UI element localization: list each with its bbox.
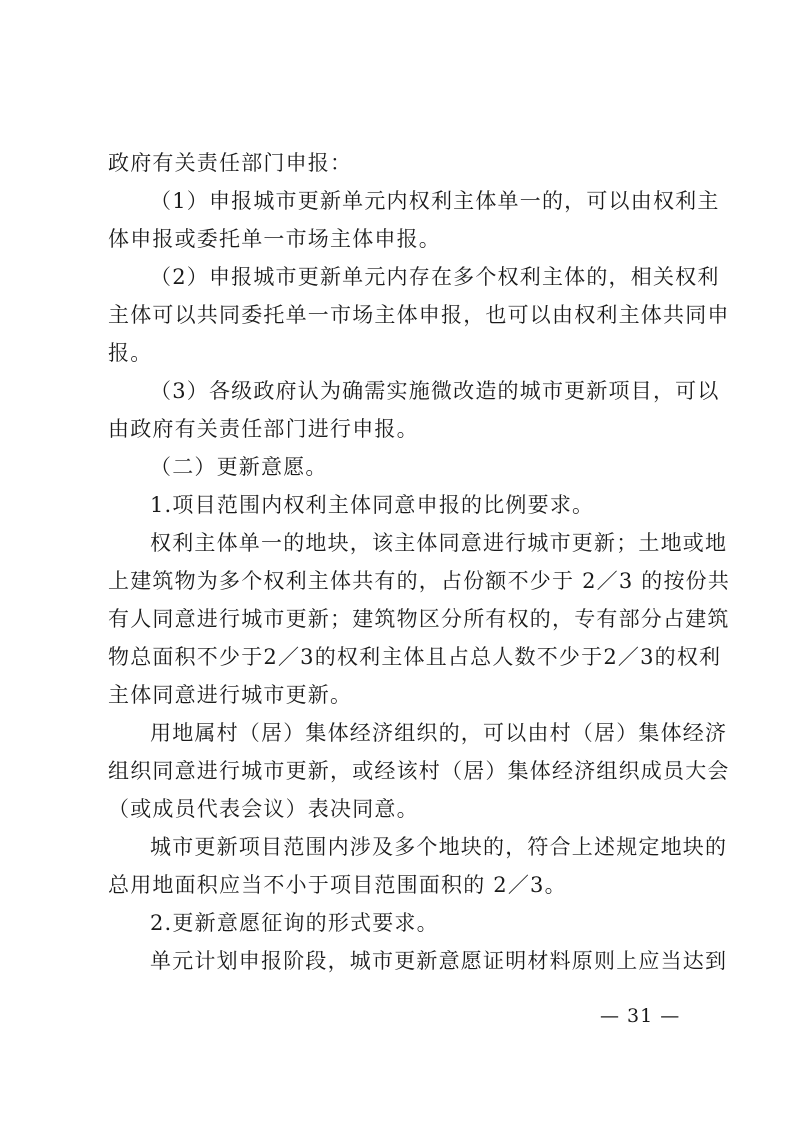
text-line: 总用地面积应当不小于项目范围面积的 2／3。 xyxy=(108,873,567,897)
subsection-heading: 2.更新意愿征询的形式要求。 xyxy=(150,911,439,935)
text-line: （3）各级政府认为确需实施微改造的城市更新项目，可以 xyxy=(150,379,720,403)
text-line: 主体同意进行城市更新。 xyxy=(108,683,353,707)
text-line: 由政府有关责任部门进行申报。 xyxy=(108,417,419,441)
text-line: （2）申报城市更新单元内存在多个权利主体的，相关权利 xyxy=(150,265,720,289)
page-number: — 31 — xyxy=(600,1005,681,1027)
text-line: 有人同意进行城市更新；建筑物区分所有权的，专有部分占建筑 xyxy=(108,607,730,631)
text-line: 用地属村（居）集体经济组织的，可以由村（居）集体经济 xyxy=(150,721,728,745)
text-line: 上建筑物为多个权利主体共有的，占份额不少于 2／3 的按份共 xyxy=(108,569,731,593)
text-line: （或成员代表会议）表决同意。 xyxy=(108,797,419,821)
text-line: 主体可以共同委托单一市场主体申报，也可以由权利主体共同申 xyxy=(108,303,730,327)
text-line: 报。 xyxy=(108,341,153,365)
text-line: （1）申报城市更新单元内权利主体单一的，可以由权利主 xyxy=(150,189,720,213)
subsection-heading: 1.项目范围内权利主体同意申报的比例要求。 xyxy=(150,493,595,517)
text-line: 单元计划申报阶段，城市更新意愿证明材料原则上应当达到 xyxy=(150,949,728,973)
text-line: 城市更新项目范围内涉及多个地块的，符合上述规定地块的 xyxy=(150,835,728,859)
section-heading: （二）更新意愿。 xyxy=(150,455,328,479)
text-line: 权利主体单一的地块，该主体同意进行城市更新；土地或地 xyxy=(150,531,728,555)
text-line: 体申报或委托单一市场主体申报。 xyxy=(108,227,441,251)
text-line: 物总面积不少于2／3的权利主体且占总人数不少于2／3的权利 xyxy=(108,645,722,669)
text-line: 政府有关责任部门申报： xyxy=(108,151,353,175)
text-line: 组织同意进行城市更新，或经该村（居）集体经济组织成员大会 xyxy=(108,759,730,783)
